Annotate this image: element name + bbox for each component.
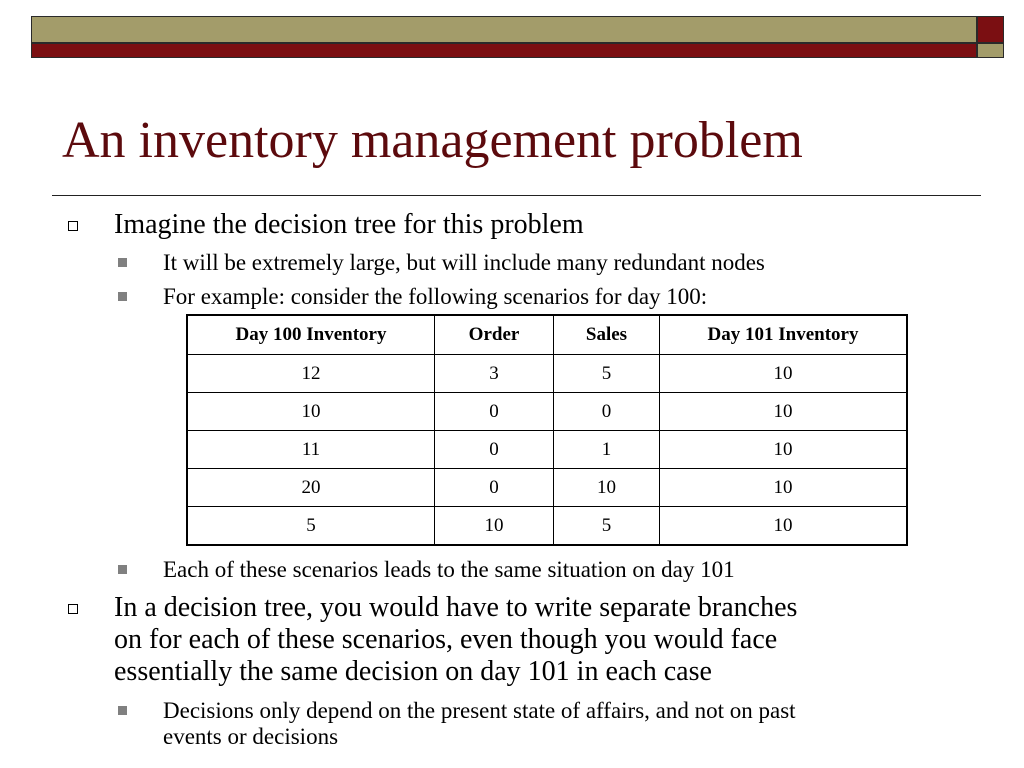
bullet-level2-line: Decisions only depend on the present state of affairs, and not on past [163,698,796,723]
scenario-table [186,314,908,546]
table-cell: 0 [435,393,554,431]
scenario-table-container [186,314,908,546]
table-row [187,431,907,469]
table-cell: 10 [660,393,908,431]
column-header: Sales [554,315,660,355]
bullet-level1-text: Imagine the decision tree for this problem [114,209,584,240]
table-cell: 10 [660,355,908,393]
column-header: Order [435,315,554,355]
table-cell: 10 [660,431,908,469]
table-cell: 10 [660,469,908,507]
bullet-level1-line: essentially the same decision on day 101 in each case [114,656,712,687]
square-bullet-icon [118,258,127,267]
table-row [187,507,907,546]
table-cell: 12 [187,355,435,393]
table-cell: 20 [187,469,435,507]
square-bullet-icon [118,565,127,574]
table-cell: 1 [554,431,660,469]
table-cell: 5 [187,507,435,546]
table-cell: 3 [435,355,554,393]
table-cell: 0 [435,469,554,507]
table-cell: 11 [187,431,435,469]
table-cell: 10 [660,507,908,546]
hollow-square-bullet-icon [68,221,78,231]
square-bullet-icon [118,292,127,301]
table-row [187,469,907,507]
column-header: Day 101 Inventory [660,315,908,355]
slide-title: An inventory management problem [62,112,803,169]
column-header: Day 100 Inventory [187,315,435,355]
bullet-level2-text: Each of these scenarios leads to the same situation on day 101 [163,557,735,582]
bullet-level2-text: For example: consider the following scenarios for day 100: [163,284,708,309]
table-row [187,393,907,431]
bullet-level1-line: In a decision tree, you would have to write separate branches [114,592,798,623]
table-cell: 0 [554,393,660,431]
table-cell: 10 [435,507,554,546]
table-cell: 5 [554,507,660,546]
table-cell: 10 [554,469,660,507]
table-header-row [187,315,907,355]
table-cell: 10 [187,393,435,431]
table-cell: 5 [554,355,660,393]
table-cell: 0 [435,431,554,469]
square-bullet-icon [118,706,127,715]
bullet-level1-line: on for each of these scenarios, even though you would face [114,624,778,655]
hollow-square-bullet-icon [68,604,78,614]
bullet-level2-text: It will be extremely large, but will include many redundant nodes [163,250,765,275]
table-row [187,355,907,393]
bullet-level2-line: events or decisions [163,724,339,749]
